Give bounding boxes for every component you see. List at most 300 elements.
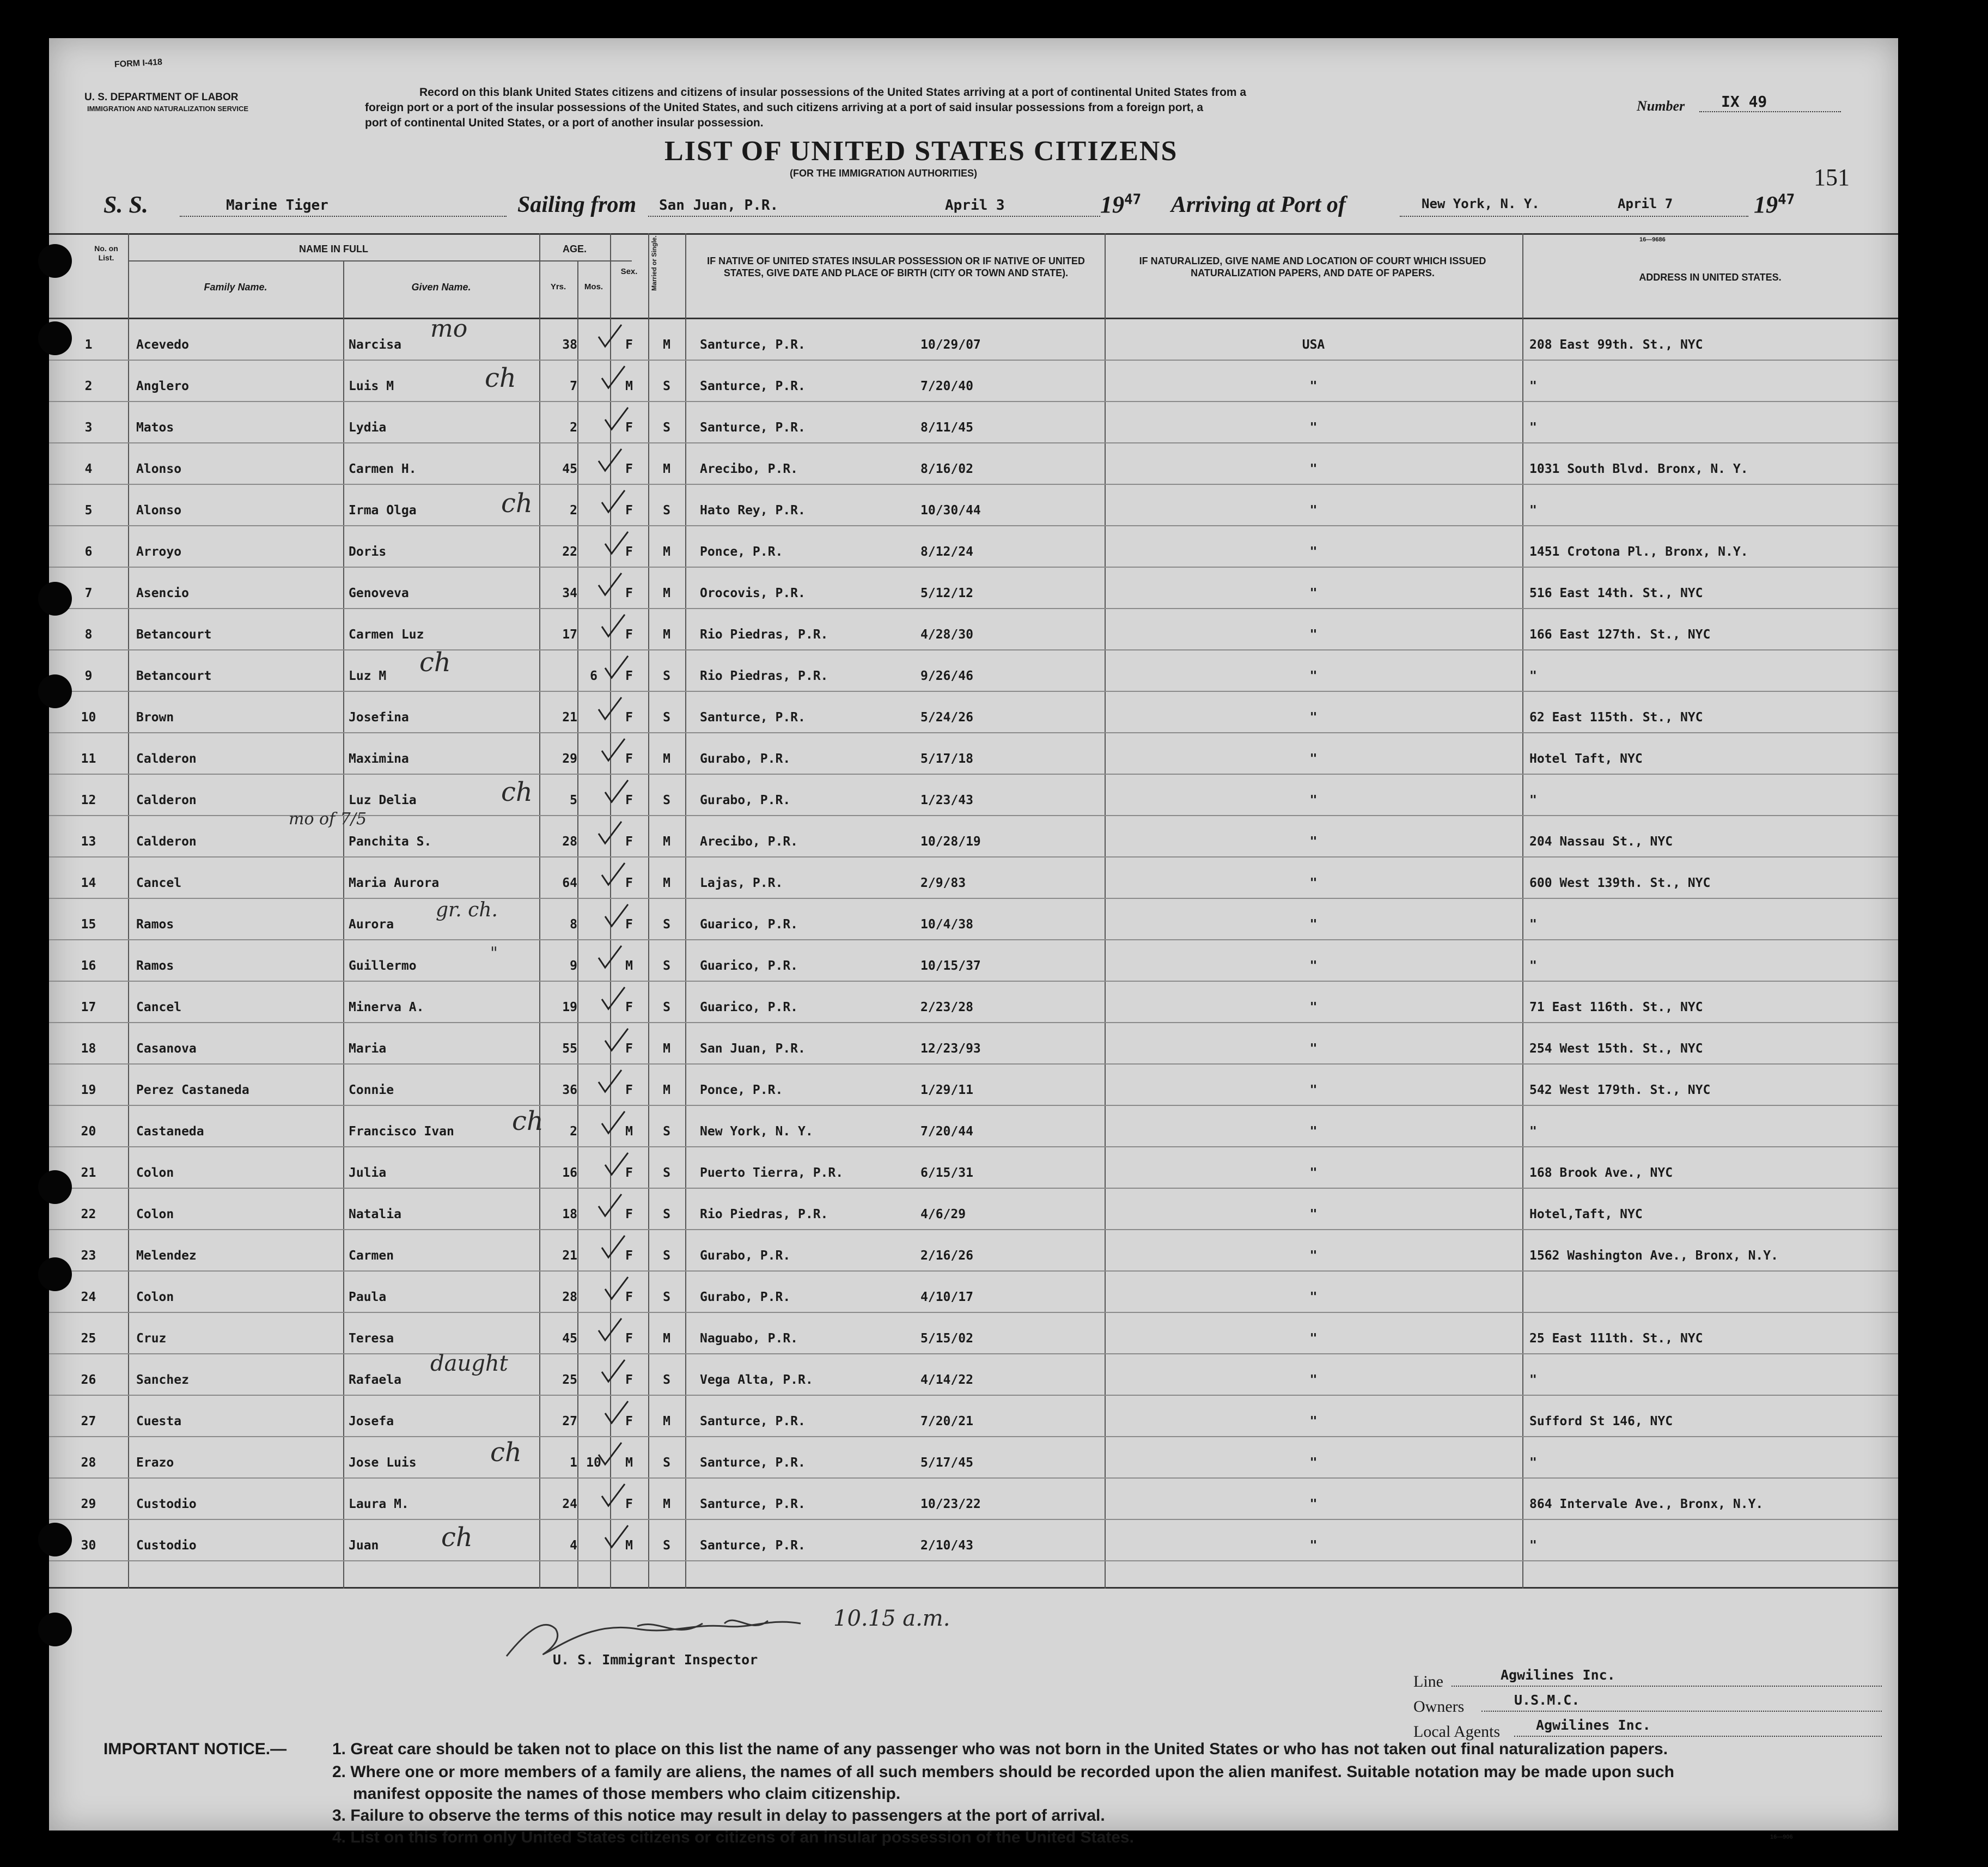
cell-yrs: 45 [562, 462, 577, 476]
cell-ms: M [663, 752, 670, 766]
table-row [49, 1106, 1898, 1147]
cell-nat: " [1309, 1497, 1318, 1511]
cell-nat: " [1309, 421, 1318, 435]
sailing-underline [648, 216, 1100, 217]
check-mark-icon [600, 737, 627, 764]
check-mark-icon [600, 985, 627, 1012]
cell-nat: " [1309, 1456, 1318, 1470]
header-address: ADDRESS IN UNITED STATES. [1639, 272, 1782, 283]
cell-family: Acevedo [136, 338, 189, 352]
cell-given: Maximina [349, 752, 409, 766]
cell-yrs: 9 [570, 959, 577, 973]
punch-hole [38, 1170, 72, 1204]
cell-sex: F [625, 503, 633, 518]
table-row [49, 402, 1898, 443]
cell-given: Jose Luis [349, 1456, 417, 1470]
cell-place: Guarico, P.R. [700, 959, 798, 973]
cell-family: Cancel [136, 1000, 182, 1014]
cell-sex: F [625, 1414, 633, 1428]
cell-ms: M [663, 1083, 670, 1097]
cell-date: 4/14/22 [920, 1373, 973, 1387]
cell-given: Maria Aurora [349, 876, 440, 890]
cell-date: 5/12/12 [920, 586, 973, 600]
cell-family: Brown [136, 710, 174, 725]
cell-yrs: 34 [562, 586, 577, 600]
cell-ms: M [663, 462, 670, 476]
cell-yrs: 2 [570, 421, 577, 435]
cell-no: 6 [84, 545, 93, 559]
header-married-single: Married or Single. [650, 235, 658, 291]
table-row [49, 1354, 1898, 1396]
owners-value: U.S.M.C. [1514, 1692, 1580, 1708]
cell-family: Sanchez [136, 1373, 189, 1387]
cell-place: Guarico, P.R. [700, 1000, 798, 1014]
ship-name: Marine Tiger [226, 197, 328, 214]
cell-date: 7/20/40 [920, 379, 973, 393]
cell-date: 7/20/44 [920, 1124, 973, 1139]
cell-given: Minerva A. [349, 1000, 424, 1014]
header-no: No. on List. [94, 244, 118, 262]
check-mark-icon [600, 1109, 627, 1136]
cell-no: 25 [81, 1331, 96, 1346]
cell-date: 4/10/17 [920, 1290, 973, 1304]
check-mark-icon [603, 1275, 630, 1302]
cell-mos: 6 [590, 669, 597, 683]
cell-addr: 600 West 139th. St., NYC [1529, 876, 1711, 890]
cell-date: 12/23/93 [920, 1042, 981, 1056]
cell-family: Custodio [136, 1497, 197, 1511]
cell-addr: 204 Nassau St., NYC [1529, 835, 1673, 849]
check-mark-icon [596, 571, 624, 598]
cell-addr: 542 West 179th. St., NYC [1529, 1083, 1711, 1097]
cell-addr: 1031 South Blvd. Bronx, N. Y. [1529, 462, 1748, 476]
cell-family: Asencio [136, 586, 189, 600]
header-name-in-full: NAME IN FULL [299, 244, 368, 254]
cell-nat: " [1309, 1373, 1318, 1387]
check-mark-icon [603, 405, 630, 433]
cell-nat: " [1309, 586, 1318, 600]
cell-ms: S [663, 959, 670, 973]
cell-given: Narcisa [349, 338, 401, 352]
cell-sex: M [625, 1124, 633, 1139]
handwritten-note: ch [501, 488, 533, 519]
instruction-line: port of continental United States, or a port of another insular possession. [365, 117, 764, 129]
table-row [49, 858, 1898, 899]
header-yrs: Yrs. [550, 282, 566, 291]
cell-sex: F [625, 1249, 633, 1263]
check-mark-icon [596, 447, 624, 474]
check-mark-icon [596, 944, 624, 971]
cell-place: Arecibo, P.R. [700, 462, 798, 476]
cell-addr: 208 East 99th. St., NYC [1529, 338, 1703, 352]
table-row [49, 319, 1898, 361]
line-value: Agwilines Inc. [1501, 1667, 1615, 1683]
arriving-underline [1400, 216, 1748, 217]
cell-yrs: 38 [562, 338, 577, 352]
cell-ms: M [663, 545, 670, 559]
cell-date: 5/15/02 [920, 1331, 973, 1346]
cell-date: 10/4/38 [920, 917, 973, 932]
cell-yrs: 19 [562, 1000, 577, 1014]
cell-place: Santurce, P.R. [700, 1414, 806, 1428]
agents-label: Local Agents [1413, 1723, 1501, 1741]
cell-given: Luis M [349, 379, 394, 393]
cell-place: Santurce, P.R. [700, 1538, 806, 1553]
number-underline [1699, 111, 1841, 112]
cell-place: Santurce, P.R. [700, 338, 806, 352]
cell-given: Irma Olga [349, 503, 417, 518]
cell-given: Panchita S. [349, 835, 432, 849]
cell-place: Lajas, P.R. [700, 876, 783, 890]
cell-nat: " [1309, 379, 1318, 393]
ss-label: S. S. [103, 191, 148, 218]
cell-sex: F [625, 1373, 633, 1387]
arriving-year: $19^{47}$ [1754, 191, 1795, 218]
cell-nat: " [1309, 752, 1318, 766]
cell-yrs: 21 [562, 1249, 577, 1263]
cell-family: Colon [136, 1166, 174, 1180]
cell-ms: S [663, 669, 670, 683]
cell-no: 20 [81, 1124, 96, 1139]
cell-ms: S [663, 1166, 670, 1180]
cell-sex: F [625, 1497, 633, 1511]
table-row [49, 899, 1898, 940]
cell-given: Julia [349, 1166, 387, 1180]
cell-sex: F [625, 876, 633, 890]
cell-nat: USA [1302, 338, 1325, 352]
cell-yrs: 64 [562, 876, 577, 890]
line-label: Line [1413, 1673, 1443, 1690]
cell-no: 1 [84, 338, 93, 352]
cell-date: 6/15/31 [920, 1166, 973, 1180]
cell-ms: S [663, 1124, 670, 1139]
check-mark-icon [596, 1316, 624, 1343]
header-sex: Sex. [620, 267, 638, 276]
page-number: 151 [1814, 164, 1850, 191]
arriving-port: New York, N. Y. [1422, 196, 1540, 211]
cell-no: 24 [81, 1290, 96, 1304]
cell-sex: F [625, 1290, 633, 1304]
sailing-date: April 3 [945, 197, 1005, 214]
cell-no: 3 [84, 421, 93, 435]
cell-no: 2 [84, 379, 93, 393]
cell-no: 26 [81, 1373, 96, 1387]
check-mark-icon [596, 1068, 624, 1095]
cell-addr: 168 Brook Ave., NYC [1529, 1166, 1673, 1180]
cell-place: Rio Piedras, P.R. [700, 1207, 828, 1221]
punch-hole [38, 244, 72, 278]
cell-no: 5 [84, 503, 93, 518]
table-row [49, 982, 1898, 1023]
table-top-border [49, 233, 1898, 235]
cell-no: 19 [81, 1083, 96, 1097]
check-mark-icon [600, 1482, 627, 1509]
cell-no: 14 [81, 876, 96, 890]
table-row [49, 940, 1898, 982]
cell-family: Calderon [136, 835, 197, 849]
cell-family: Erazo [136, 1456, 174, 1470]
owners-label: Owners [1413, 1698, 1465, 1716]
cell-date: 1/23/43 [920, 793, 973, 807]
cell-sex: F [625, 586, 633, 600]
cell-addr: 1451 Crotona Pl., Bronx, N.Y. [1529, 545, 1748, 559]
cell-addr: " [1529, 1124, 1537, 1139]
header-family-name: Family Name. [204, 282, 267, 293]
check-mark-icon [596, 323, 624, 350]
check-mark-icon [600, 1233, 627, 1261]
table-row [49, 1479, 1898, 1520]
cell-date: 4/6/29 [920, 1207, 966, 1221]
instructions-block [365, 85, 1246, 131]
cell-date: 1/29/11 [920, 1083, 973, 1097]
cell-yrs: 5 [570, 793, 577, 807]
cell-sex: F [625, 1083, 633, 1097]
cell-addr: " [1529, 793, 1537, 807]
cell-yrs: 4 [570, 1538, 577, 1553]
cell-nat: " [1309, 876, 1318, 890]
cell-date: 8/12/24 [920, 545, 973, 559]
handwritten-note: ch [441, 1522, 473, 1553]
cell-date: 7/20/21 [920, 1414, 973, 1428]
check-mark-icon [603, 902, 630, 929]
cell-place: San Juan, P.R. [700, 1042, 806, 1056]
cell-given: Paula [349, 1290, 387, 1304]
cell-family: Cruz [136, 1331, 167, 1346]
cell-addr: " [1529, 1538, 1537, 1553]
cell-place: Santurce, P.R. [700, 1456, 806, 1470]
cell-mos: 10 [586, 1456, 601, 1470]
notice-item: 3. Failure to observe the terms of this notice may result in delay to passengers at the port of arrival. [332, 1807, 1105, 1825]
cell-given: Doris [349, 545, 387, 559]
cell-place: Santurce, P.R. [700, 379, 806, 393]
check-mark-icon [596, 1440, 624, 1468]
cell-no: 15 [81, 917, 96, 932]
cell-place: Orocovis, P.R. [700, 586, 806, 600]
table-row [49, 1023, 1898, 1065]
line-underline [1452, 1686, 1882, 1687]
handwritten-note: ch [512, 1106, 544, 1136]
cell-sex: F [625, 1166, 633, 1180]
check-mark-icon [603, 1399, 630, 1426]
table-row [49, 650, 1898, 692]
check-mark-icon [596, 695, 624, 722]
cell-addr: Hotel,Taft, NYC [1529, 1207, 1643, 1221]
cell-ms: S [663, 710, 670, 725]
cell-family: Cancel [136, 876, 182, 890]
table-row [49, 1272, 1898, 1313]
handwritten-note: mo [430, 315, 468, 343]
cell-given: Aurora [349, 917, 394, 932]
sailing-from: San Juan, P.R. [659, 197, 779, 214]
table-row [49, 1147, 1898, 1189]
cell-given: Josefa [349, 1414, 394, 1428]
cell-date: 2/10/43 [920, 1538, 973, 1553]
cell-family: Betancourt [136, 628, 212, 642]
cell-addr: " [1529, 421, 1537, 435]
cell-place: Gurabo, P.R. [700, 1249, 791, 1263]
punch-hole [38, 582, 72, 616]
cell-addr: " [1529, 917, 1537, 932]
cell-addr: " [1529, 379, 1537, 393]
cell-family: Colon [136, 1290, 174, 1304]
cell-family: Alonso [136, 503, 182, 518]
check-mark-icon [603, 530, 630, 557]
cell-ms: S [663, 1538, 670, 1553]
cell-date: 2/23/28 [920, 1000, 973, 1014]
notice-item: manifest opposite the names of those members who claim citizenship. [353, 1785, 901, 1803]
table-row [49, 1065, 1898, 1106]
cell-place: Gurabo, P.R. [700, 1290, 791, 1304]
cell-yrs: 45 [562, 1331, 577, 1346]
notice-heading: IMPORTANT NOTICE.— [103, 1740, 287, 1758]
check-mark-icon [603, 654, 630, 681]
cell-no: 30 [81, 1538, 96, 1553]
cell-nat: " [1309, 1538, 1318, 1553]
table-row [49, 1520, 1898, 1561]
cell-sex: F [625, 462, 633, 476]
cell-family: Calderon [136, 752, 197, 766]
cell-given: Laura M. [349, 1497, 409, 1511]
check-mark-icon [596, 1192, 624, 1219]
cell-addr: " [1529, 959, 1537, 973]
cell-nat: " [1309, 793, 1318, 807]
cell-addr: 864 Intervale Ave., Bronx, N.Y. [1529, 1497, 1764, 1511]
cell-nat: " [1309, 1042, 1318, 1056]
cell-nat: " [1309, 917, 1318, 932]
handwritten-note: ch [490, 1437, 522, 1468]
cell-addr: Sufford St 146, NYC [1529, 1414, 1673, 1428]
signature-time: 10.15 a.m. [833, 1606, 950, 1631]
cell-place: Santurce, P.R. [700, 421, 806, 435]
cell-yrs: 36 [562, 1083, 577, 1097]
cell-yrs: 1 [570, 1456, 577, 1470]
header-given-name: Given Name. [411, 282, 471, 293]
cell-nat: " [1309, 835, 1318, 849]
check-mark-icon [600, 364, 627, 391]
cell-given: Carmen [349, 1249, 394, 1263]
header-naturalized: IF NATURALIZED, GIVE NAME AND LOCATION OF COURT WHICH ISSUED NATURALIZATION PAPERS, AND DATE OF PAPERS. [1139, 256, 1486, 278]
cell-no: 11 [81, 752, 96, 766]
cell-yrs: 29 [562, 752, 577, 766]
owners-underline [1481, 1711, 1882, 1712]
cell-sex: F [625, 669, 633, 683]
table-row [49, 1396, 1898, 1437]
cell-place: Santurce, P.R. [700, 1497, 806, 1511]
cell-family: Ramos [136, 959, 174, 973]
cell-yrs: 28 [562, 835, 577, 849]
agents-value: Agwilines Inc. [1536, 1717, 1651, 1733]
cell-family: Betancourt [136, 669, 212, 683]
cell-nat: " [1309, 1331, 1318, 1346]
cell-date: 2/16/26 [920, 1249, 973, 1263]
cell-family: Colon [136, 1207, 174, 1221]
cell-date: 10/30/44 [920, 503, 981, 518]
notice-item: 1. Great care should be taken not to place on this list the name of any passenger who was not born in the United States or who has not taken out final naturalization papers. [332, 1740, 1668, 1758]
cell-yrs: 18 [562, 1207, 577, 1221]
cell-no: 4 [84, 462, 93, 476]
cell-given: Rafaela [349, 1373, 401, 1387]
cell-nat: " [1309, 503, 1318, 518]
table-row [49, 692, 1898, 733]
document-subtitle: (FOR THE IMMIGRATION AUTHORITIES) [790, 168, 977, 179]
department-name: U. S. DEPARTMENT OF LABOR [84, 92, 239, 103]
cell-place: New York, N. Y. [700, 1124, 813, 1139]
punch-hole [38, 674, 72, 708]
cell-no: 17 [81, 1000, 96, 1014]
row-rule [49, 1560, 1898, 1561]
table-row [49, 1437, 1898, 1479]
cell-sex: F [625, 421, 633, 435]
cell-given: Lydia [349, 421, 387, 435]
cell-no: 29 [81, 1497, 96, 1511]
cell-no: 7 [84, 586, 93, 600]
cell-addr: 516 East 14th. St., NYC [1529, 586, 1703, 600]
sailing-from-label: Sailing from [517, 192, 637, 217]
cell-sex: M [625, 959, 633, 973]
table-row [49, 1230, 1898, 1272]
cell-family: Ramos [136, 917, 174, 932]
cell-yrs: 2 [570, 503, 577, 518]
number-value: IX 49 [1721, 93, 1767, 111]
header-age: AGE. [562, 244, 587, 254]
cell-sex: F [625, 1331, 633, 1346]
cell-date: 8/16/02 [920, 462, 973, 476]
check-mark-icon [603, 1151, 630, 1178]
handwritten-note: ch [501, 777, 533, 807]
print-mark: 16—9686 [1639, 236, 1666, 243]
cell-given: Josefina [349, 710, 409, 725]
cell-place: Naguabo, P.R. [700, 1331, 798, 1346]
cell-addr: 25 East 111th. St., NYC [1529, 1331, 1703, 1346]
handwritten-note: ch [485, 363, 516, 393]
cell-date: 8/11/45 [920, 421, 973, 435]
cell-sex: F [625, 1000, 633, 1014]
cell-ms: S [663, 1000, 670, 1014]
cell-no: 16 [81, 959, 96, 973]
service-name: IMMIGRATION AND NATURALIZATION SERVICE [87, 105, 249, 113]
passenger-table [49, 233, 1898, 1601]
cell-ms: M [663, 1414, 670, 1428]
cell-given: Genoveva [349, 586, 409, 600]
cell-ms: M [663, 1331, 670, 1346]
cell-ms: S [663, 917, 670, 932]
cell-sex: F [625, 1207, 633, 1221]
header-birth: IF NATIVE OF UNITED STATES INSULAR POSSESSION OR IF NATIVE OF UNITED STATES, GIVE DATE AND PLACE OF BIRTH (CITY OR TOWN AND STATE). [707, 256, 1085, 278]
cell-place: Ponce, P.R. [700, 1083, 783, 1097]
table-row [49, 485, 1898, 526]
cell-addr: " [1529, 503, 1537, 518]
check-mark-icon [603, 778, 630, 805]
cell-ms: S [663, 503, 670, 518]
instruction-line: Record on this blank United States citizens and citizens of insular possessions of the United States arriving at a port of continental United States from a [419, 86, 1247, 99]
cell-nat: " [1309, 1166, 1318, 1180]
cell-nat: " [1309, 545, 1318, 559]
cell-ms: M [663, 835, 670, 849]
handwritten-note: gr. ch. [436, 899, 498, 921]
cell-sex: F [625, 793, 633, 807]
cell-place: Rio Piedras, P.R. [700, 669, 828, 683]
cell-family: Calderon [136, 793, 197, 807]
cell-yrs: 8 [570, 917, 577, 932]
cell-family: Arroyo [136, 545, 182, 559]
inspector-label: U. S. Immigrant Inspector [553, 1652, 758, 1668]
cell-ms: S [663, 421, 670, 435]
cell-family: Cuesta [136, 1414, 182, 1428]
check-mark-icon [600, 861, 627, 888]
cell-given: Luz Delia [349, 793, 417, 807]
table-row [49, 568, 1898, 609]
cell-ms: S [663, 1456, 670, 1470]
